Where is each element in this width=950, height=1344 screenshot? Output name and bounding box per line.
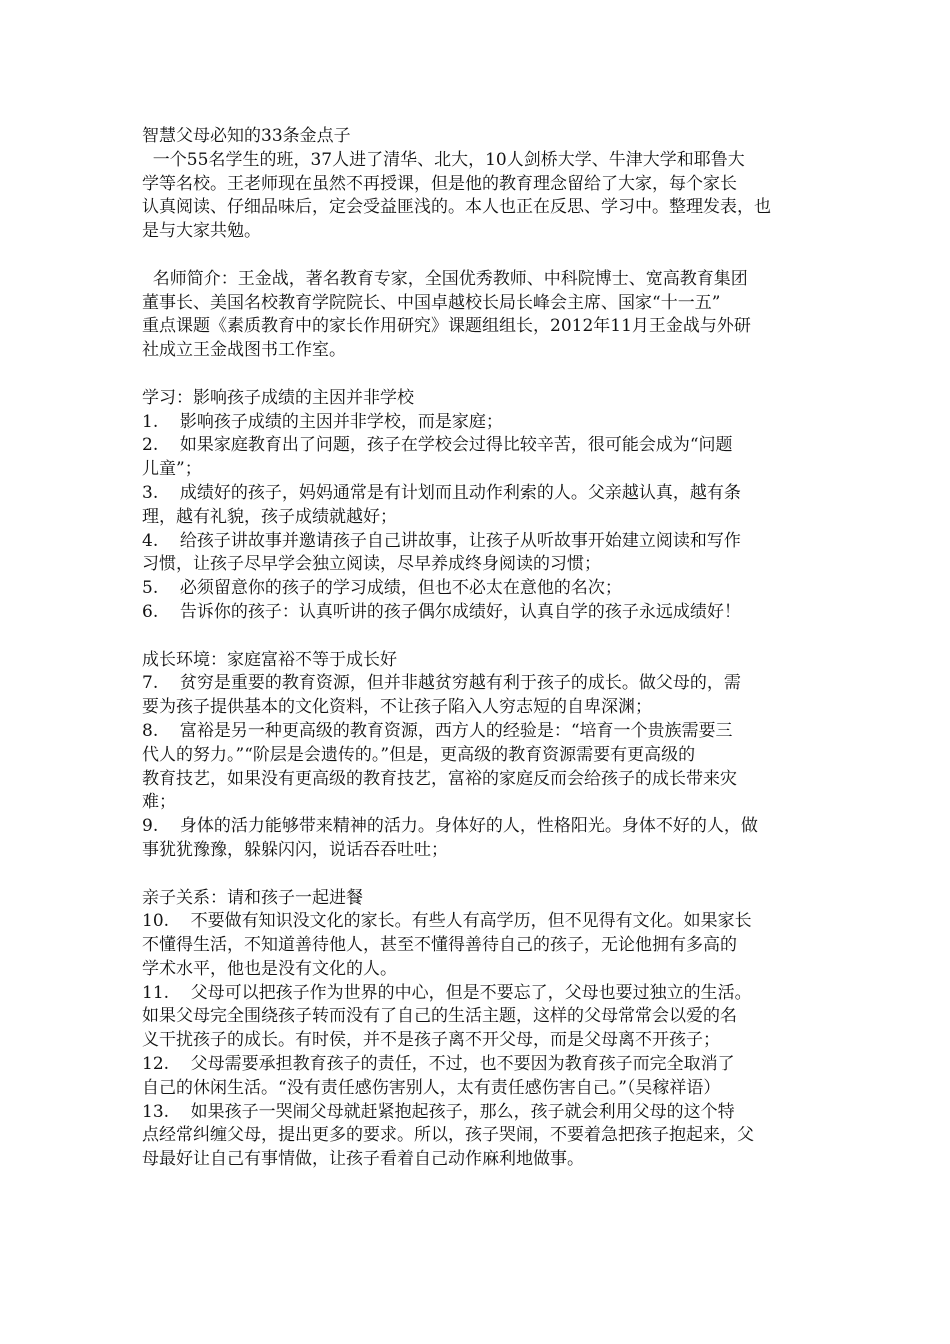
- relationship-line: 不懂得生活，不知道善待他人，甚至不懂得善待自己的孩子，无论他拥有多高的: [142, 935, 737, 956]
- study-line: 5. 必须留意你的孩子的学习成绩，但也不必太在意他的名次；: [142, 578, 622, 599]
- bio-line: 重点课题《素质教育中的家长作用研究》课题组组长，2012年11月王金战与外研: [142, 316, 751, 337]
- paragraph-gap: [142, 244, 810, 268]
- environment-line: 要为孩子提供基本的文化资料，不让孩子陷入人穷志短的自卑深渊；: [142, 697, 652, 718]
- study-line: 1. 影响孩子成绩的主因并非学校，而是家庭；: [142, 411, 503, 432]
- intro-line: 认真阅读、仔细品味后，定会受益匪浅的。本人也正在反思、学习中。整理发表，也: [142, 197, 771, 218]
- document-body: [142, 125, 810, 1172]
- study-line: 2. 如果家庭教育出了问题，孩子在学校会过得比较辛苦，很可能会成为“问题: [142, 435, 733, 456]
- intro-line: 一个55名学生的班，37人进了清华、北大，10人剑桥大学、牛津大学和耶鲁大: [142, 149, 745, 170]
- paragraph-gap: [142, 363, 810, 387]
- intro-line: 是与大家共勉。: [142, 221, 261, 242]
- relationship-line: 10. 不要做有知识没文化的家长。有些人有高学历，但不见得有文化。如果家长: [142, 911, 752, 932]
- study-line: 6. 告诉你的孩子：认真听讲的孩子偶尔成绩好，认真自学的孩子永远成绩好！: [142, 601, 741, 622]
- relationship-line: 学术水平，他也是没有文化的人。: [142, 958, 397, 979]
- section-heading-environment: 成长环境：家庭富裕不等于成长好: [142, 649, 397, 670]
- environment-line: 8. 富裕是另一种更高级的教育资源，西方人的经验是：“培育一个贵族需要三: [142, 720, 733, 741]
- relationship-line: 11. 父母可以把孩子作为世界的中心，但是不要忘了，父母也要过独立的生活。: [142, 982, 752, 1003]
- environment-line: 7. 贫穷是重要的教育资源，但并非越贫穷越有利于孩子的成长。做父母的，需: [142, 673, 741, 694]
- relationship-line: 如果父母完全围绕孩子转而没有了自己的生活主题，这样的父母常常会以爱的名: [142, 1006, 737, 1027]
- environment-line: 9. 身体的活力能够带来精神的活力。身体好的人，性格阳光。身体不好的人，做: [142, 816, 758, 837]
- study-line: 习惯，让孩子尽早学会独立阅读，尽早养成终身阅读的习惯；: [142, 554, 601, 575]
- study-line: 4. 给孩子讲故事并邀请孩子自己讲故事，让孩子从听故事开始建立阅读和写作: [142, 530, 741, 551]
- paragraph-gap: [142, 625, 810, 649]
- section-heading-study: 学习：影响孩子成绩的主因并非学校: [142, 387, 414, 408]
- relationship-line: 13. 如果孩子一哭闹父母就赶紧抱起孩子，那么，孩子就会利用父母的这个特: [142, 1101, 735, 1122]
- study-line: 3. 成绩好的孩子，妈妈通常是有计划而且动作利索的人。父亲越认真，越有条: [142, 482, 741, 503]
- document-title: 智慧父母必知的33条金点子: [142, 126, 351, 146]
- environment-line: 难；: [142, 792, 176, 813]
- environment-line: 教育技艺，如果没有更高级的教育技艺，富裕的家庭反而会给孩子的成长带来灾: [142, 768, 737, 789]
- study-line: 理，越有礼貌，孩子成绩就越好；: [142, 506, 397, 527]
- section-heading-relationship: 亲子关系：请和孩子一起进餐: [142, 887, 363, 908]
- relationship-line: 点经常纠缠父母，提出更多的要求。所以，孩子哭闹，不要着急把孩子抱起来，父: [142, 1125, 754, 1146]
- relationship-line: 母最好让自己有事情做，让孩子看着自己动作麻利地做事。: [142, 1149, 584, 1170]
- relationship-line: 12. 父母需要承担教育孩子的责任，不过，也不要因为教育孩子而完全取消了: [142, 1054, 735, 1075]
- paragraph-gap: [142, 863, 810, 887]
- bio-line: 名师简介：王金战，著名教育专家，全国优秀教师、中科院博士、宽高教育集团: [142, 268, 748, 289]
- bio-line: 董事长、美国名校教育学院院长、中国卓越校长局长峰会主席、国家“十一五”: [142, 292, 721, 313]
- intro-line: 学等名校。王老师现在虽然不再授课，但是他的教育理念留给了大家，每个家长: [142, 173, 737, 194]
- environment-line: 事犹犹豫豫，躲躲闪闪，说话吞吞吐吐；: [142, 839, 448, 860]
- relationship-line: 义干扰孩子的成长。有时侯，并不是孩子离不开父母，而是父母离不开孩子；: [142, 1030, 720, 1051]
- bio-line: 社成立王金战图书工作室。: [142, 340, 346, 361]
- relationship-line: 自己的休闲生活。“没有责任感伤害别人，太有责任感伤害自己。”（吴稼祥语）: [142, 1077, 721, 1098]
- study-line: 儿童”；: [142, 459, 202, 480]
- environment-line: 代人的努力。”“阶层是会遗传的。”但是，更高级的教育资源需要有更高级的: [142, 744, 696, 765]
